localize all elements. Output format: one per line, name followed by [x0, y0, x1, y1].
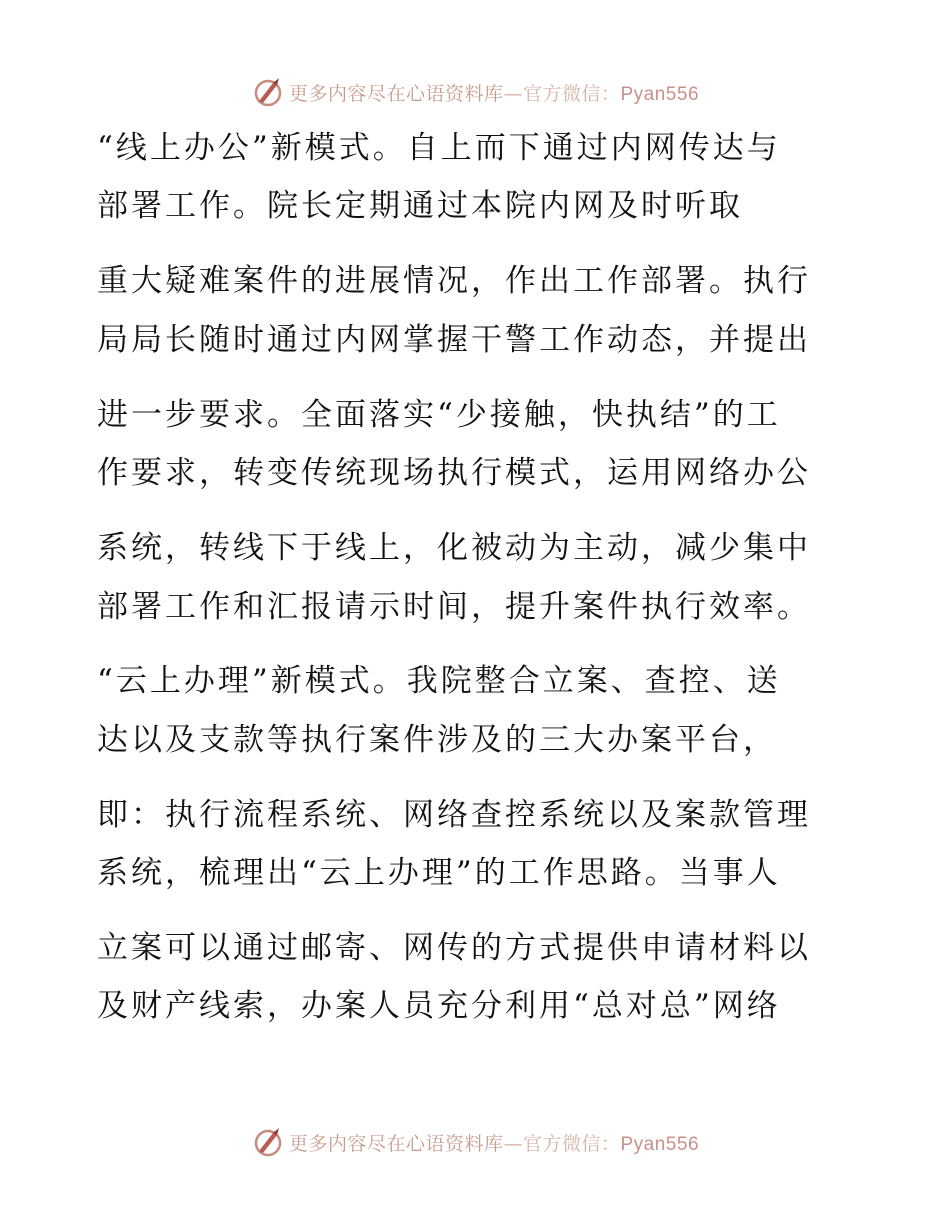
body-line: 系统，梳理出“云上办理”的工作思路。当事人: [97, 855, 781, 891]
body-line: 部署工作。院长定期通过本院内网及时听取: [97, 188, 743, 224]
body-line: 部署工作和汇报请示时间，提升案件执行效率。: [97, 589, 811, 625]
body-line: “线上办公”新模式。自上而下通过内网传达与: [97, 130, 781, 166]
body-line: 局局长随时通过内网掌握干警工作动态，并提出: [97, 322, 811, 358]
watermark-main-text: 更多内容尽在心语资料库: [288, 1132, 504, 1155]
body-line: 即：执行流程系统、网络查控系统以及案款管理: [97, 797, 811, 833]
body-line: 达以及支款等执行案件涉及的三大办案平台，: [97, 722, 777, 758]
body-line: “云上办理”新模式。我院整合立案、查控、送: [97, 663, 781, 699]
body-line: 立案可以通过邮寄、网传的方式提供申请材料以: [97, 930, 811, 966]
watermark-footer: [0, 1122, 950, 1162]
body-line: 及财产线索，办案人员充分利用“总对总”网络: [97, 988, 781, 1024]
watermark-id: Pyan556: [620, 1133, 700, 1155]
body-line: 作要求，转变传统现场执行模式，运用网络办公: [97, 455, 811, 491]
watermark-suffix: 官方微信：: [522, 82, 621, 105]
watermark-text: [289, 1129, 699, 1156]
watermark-dash: —: [503, 1132, 523, 1155]
watermark-main-text: 更多内容尽在心语资料库: [288, 82, 504, 105]
quill-logo-icon: [251, 1125, 285, 1159]
watermark-dash: —: [503, 82, 523, 105]
body-line: 系统，转线下于线上，化被动为主动，减少集中: [97, 530, 811, 566]
watermark-id: Pyan556: [620, 83, 700, 105]
body-line: 进一步要求。全面落实“少接触，快执结”的工: [97, 397, 781, 433]
body-line: 重大疑难案件的进展情况，作出工作部署。执行: [97, 263, 811, 299]
watermark-suffix: 官方微信：: [522, 1132, 621, 1155]
